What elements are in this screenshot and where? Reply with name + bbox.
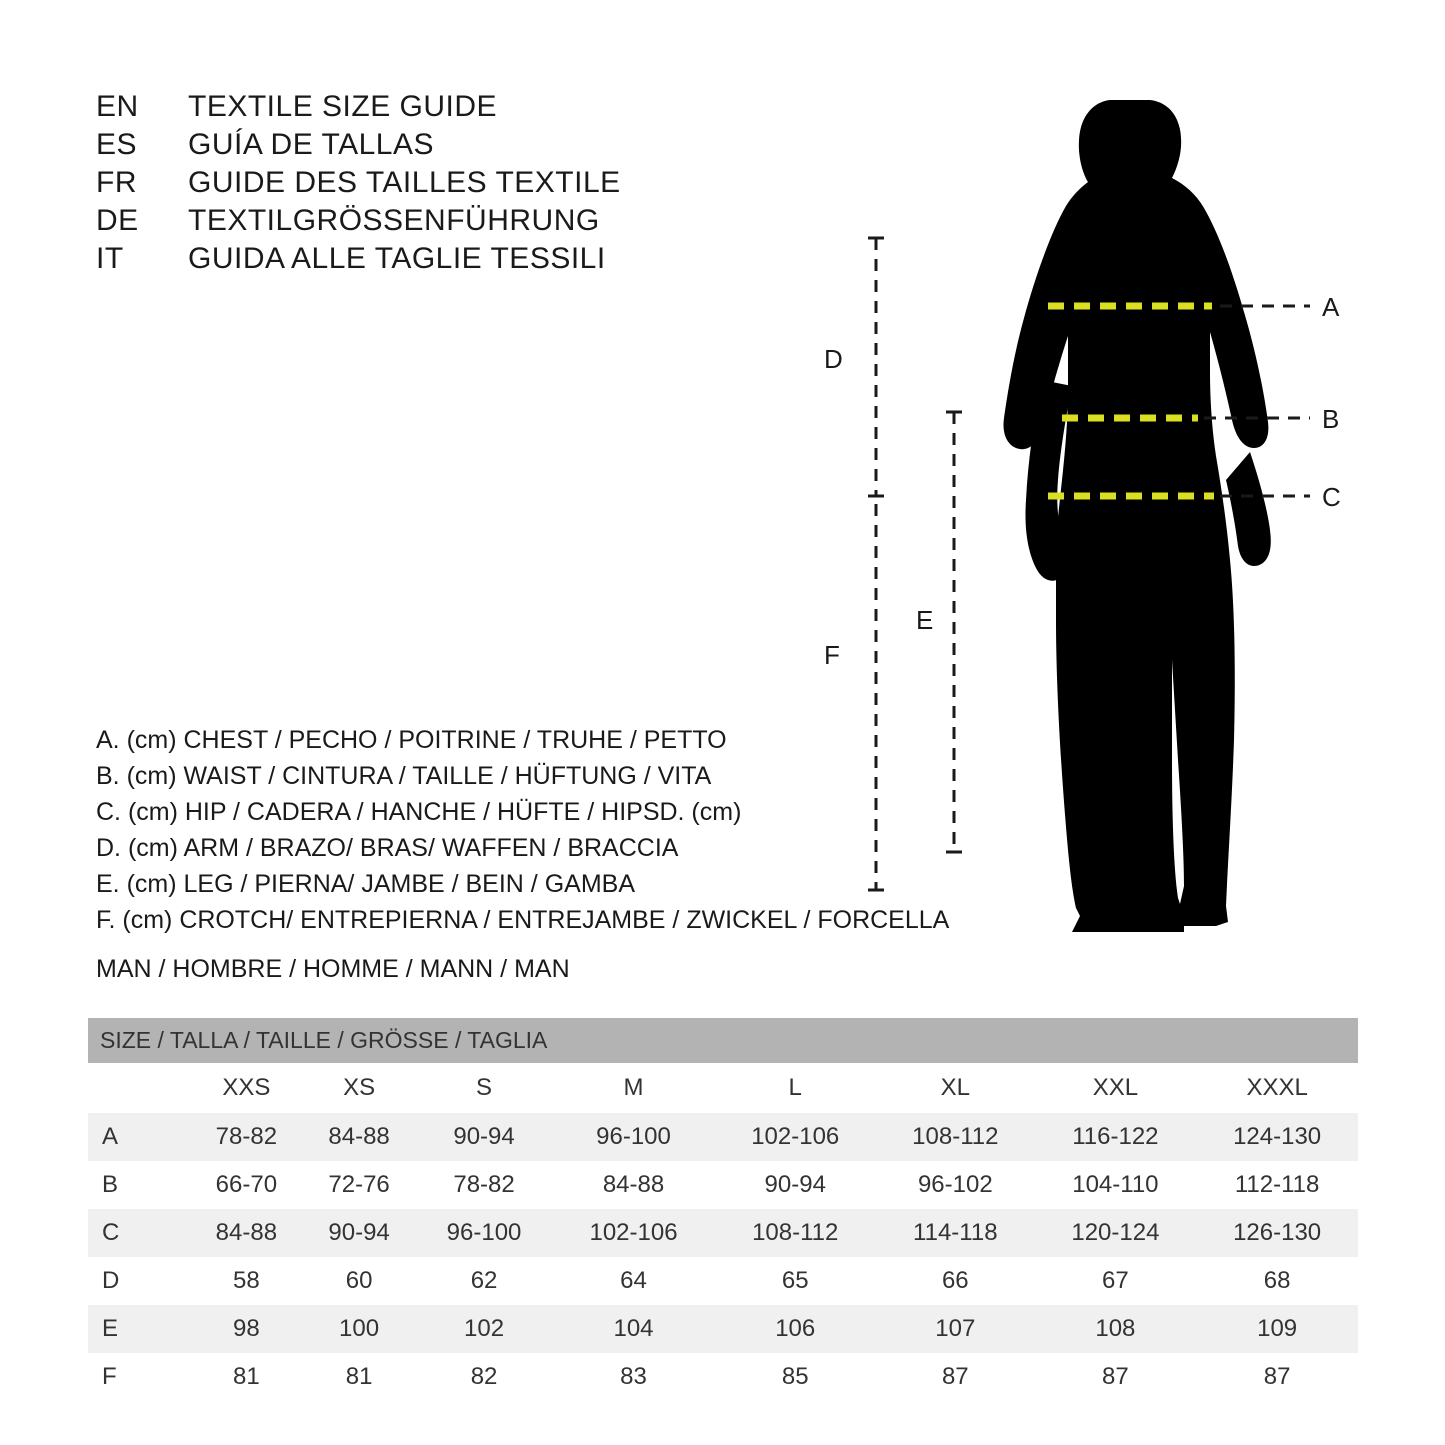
cell-b-xxl: 104-110 [1035, 1161, 1197, 1209]
figure-diagram [780, 60, 1400, 960]
cell-e-l: 106 [714, 1305, 876, 1353]
column-header-xxl: XXL [1035, 1063, 1197, 1113]
size-table-body [88, 1113, 1358, 1401]
table-row [88, 1209, 1358, 1257]
cell-a-xxxl: 124-130 [1196, 1113, 1358, 1161]
cell-b-s: 78-82 [415, 1161, 552, 1209]
cell-c-xs: 90-94 [303, 1209, 416, 1257]
cell-e-m: 104 [553, 1305, 715, 1353]
cell-a-xs: 84-88 [303, 1113, 416, 1161]
legend-item-d: D. (cm) ARM / BRAZO/ BRAS/ WAFFEN / BRACCIA [96, 834, 679, 862]
title-lang-de: DE [96, 204, 139, 237]
cell-c-xl: 114-118 [876, 1209, 1034, 1257]
cell-e-xxl: 108 [1035, 1305, 1197, 1353]
column-header-xl: XL [876, 1063, 1034, 1113]
title-row [96, 240, 621, 278]
cell-d-xl: 66 [876, 1257, 1034, 1305]
cell-e-xl: 107 [876, 1305, 1034, 1353]
table-row [88, 1018, 1358, 1063]
title-block [96, 88, 621, 278]
table-row [88, 1305, 1358, 1353]
title-lang-es: ES [96, 128, 138, 161]
marker-label-c: C [1322, 482, 1341, 512]
title-text-it: GUIDA ALLE TAGLIE TESSILI [188, 242, 606, 275]
cell-f-xxs: 81 [190, 1353, 303, 1401]
marker-label-d: D [824, 344, 843, 374]
cell-d-m: 64 [553, 1257, 715, 1305]
cell-a-xl: 108-112 [876, 1113, 1034, 1161]
table-row [88, 1113, 1358, 1161]
column-header-s: S [415, 1063, 552, 1113]
column-header-xxxl: XXXL [1196, 1063, 1358, 1113]
cell-e-s: 102 [415, 1305, 552, 1353]
cell-c-xxxl: 126-130 [1196, 1209, 1358, 1257]
title-lang-fr: FR [96, 166, 137, 199]
marker-label-f: F [824, 640, 840, 670]
legend-item-a: A. (cm) CHEST / PECHO / POITRINE / TRUHE / PETTO [96, 726, 727, 754]
table-row [88, 1257, 1358, 1305]
legend-item-b: B. (cm) WAIST / CINTURA / TAILLE / HÜFTUNG / VITA [96, 762, 712, 790]
title-row [96, 164, 621, 202]
row-key-c: C [88, 1209, 190, 1257]
cell-f-xs: 81 [303, 1353, 416, 1401]
column-header-blank [88, 1063, 190, 1113]
cell-a-xxs: 78-82 [190, 1113, 303, 1161]
column-header-m: M [553, 1063, 715, 1113]
marker-label-a: A [1322, 292, 1340, 322]
row-key-f: F [88, 1353, 190, 1401]
cell-a-s: 90-94 [415, 1113, 552, 1161]
cell-a-xxl: 116-122 [1035, 1113, 1197, 1161]
title-lang-it: IT [96, 242, 124, 275]
cell-a-m: 96-100 [553, 1113, 715, 1161]
cell-f-xxl: 87 [1035, 1353, 1197, 1401]
row-key-d: D [88, 1257, 190, 1305]
legend-item-f: F. (cm) CROTCH/ ENTREPIERNA / ENTREJAMBE / ZWICKEL / FORCELLA [96, 906, 950, 934]
cell-d-xxxl: 68 [1196, 1257, 1358, 1305]
column-header-xs: XS [303, 1063, 416, 1113]
table-row [88, 1161, 1358, 1209]
cell-e-xxs: 98 [190, 1305, 303, 1353]
cell-f-l: 85 [714, 1353, 876, 1401]
cell-d-l: 65 [714, 1257, 876, 1305]
cell-b-xxs: 66-70 [190, 1161, 303, 1209]
marker-label-b: B [1322, 404, 1340, 434]
cell-d-xxs: 58 [190, 1257, 303, 1305]
cell-a-l: 102-106 [714, 1113, 876, 1161]
legend-item-c: C. (cm) HIP / CADERA / HANCHE / HÜFTE / HIPSD. (cm) [96, 798, 742, 826]
marker-label-e: E [916, 605, 934, 635]
row-key-a: A [88, 1113, 190, 1161]
cell-c-xxs: 84-88 [190, 1209, 303, 1257]
row-key-b: B [88, 1161, 190, 1209]
title-row [96, 126, 621, 164]
cell-f-m: 83 [553, 1353, 715, 1401]
cell-f-xl: 87 [876, 1353, 1034, 1401]
cell-c-l: 108-112 [714, 1209, 876, 1257]
title-lang-en: EN [96, 90, 139, 123]
title-text-de: TEXTILGRÖSSENFÜHRUNG [188, 204, 600, 237]
cell-b-xs: 72-76 [303, 1161, 416, 1209]
cell-b-xxxl: 112-118 [1196, 1161, 1358, 1209]
cell-f-xxxl: 87 [1196, 1353, 1358, 1401]
cell-c-s: 96-100 [415, 1209, 552, 1257]
cell-b-m: 84-88 [553, 1161, 715, 1209]
cell-e-xxxl: 109 [1196, 1305, 1358, 1353]
row-key-e: E [88, 1305, 190, 1353]
size-table [88, 1018, 1358, 1401]
size-table-title: SIZE / TALLA / TAILLE / GRÖSSE / TAGLIA [88, 1018, 1358, 1063]
title-row [96, 88, 621, 126]
table-row [88, 1063, 1358, 1113]
cell-c-m: 102-106 [553, 1209, 715, 1257]
column-header-xxs: XXS [190, 1063, 303, 1113]
title-text-es: GUÍA DE TALLAS [188, 128, 434, 161]
cell-c-xxl: 120-124 [1035, 1209, 1197, 1257]
cell-b-xl: 96-102 [876, 1161, 1034, 1209]
title-text-fr: GUIDE DES TAILLES TEXTILE [188, 166, 621, 199]
title-text-en: TEXTILE SIZE GUIDE [188, 90, 498, 123]
cell-b-l: 90-94 [714, 1161, 876, 1209]
cell-e-xs: 100 [303, 1305, 416, 1353]
title-row [96, 202, 621, 240]
size-table-wrapper [88, 1018, 1358, 1401]
size-table-title-head [88, 1018, 1358, 1063]
column-header-l: L [714, 1063, 876, 1113]
measurement-guides [780, 60, 1400, 960]
size-table-column-head [88, 1063, 1358, 1113]
gender-note: MAN / HOMBRE / HOMME / MANN / MAN [96, 955, 570, 983]
cell-d-xs: 60 [303, 1257, 416, 1305]
cell-f-s: 82 [415, 1353, 552, 1401]
cell-d-s: 62 [415, 1257, 552, 1305]
cell-d-xxl: 67 [1035, 1257, 1197, 1305]
table-row [88, 1353, 1358, 1401]
legend-item-e: E. (cm) LEG / PIERNA/ JAMBE / BEIN / GAMBA [96, 870, 635, 898]
